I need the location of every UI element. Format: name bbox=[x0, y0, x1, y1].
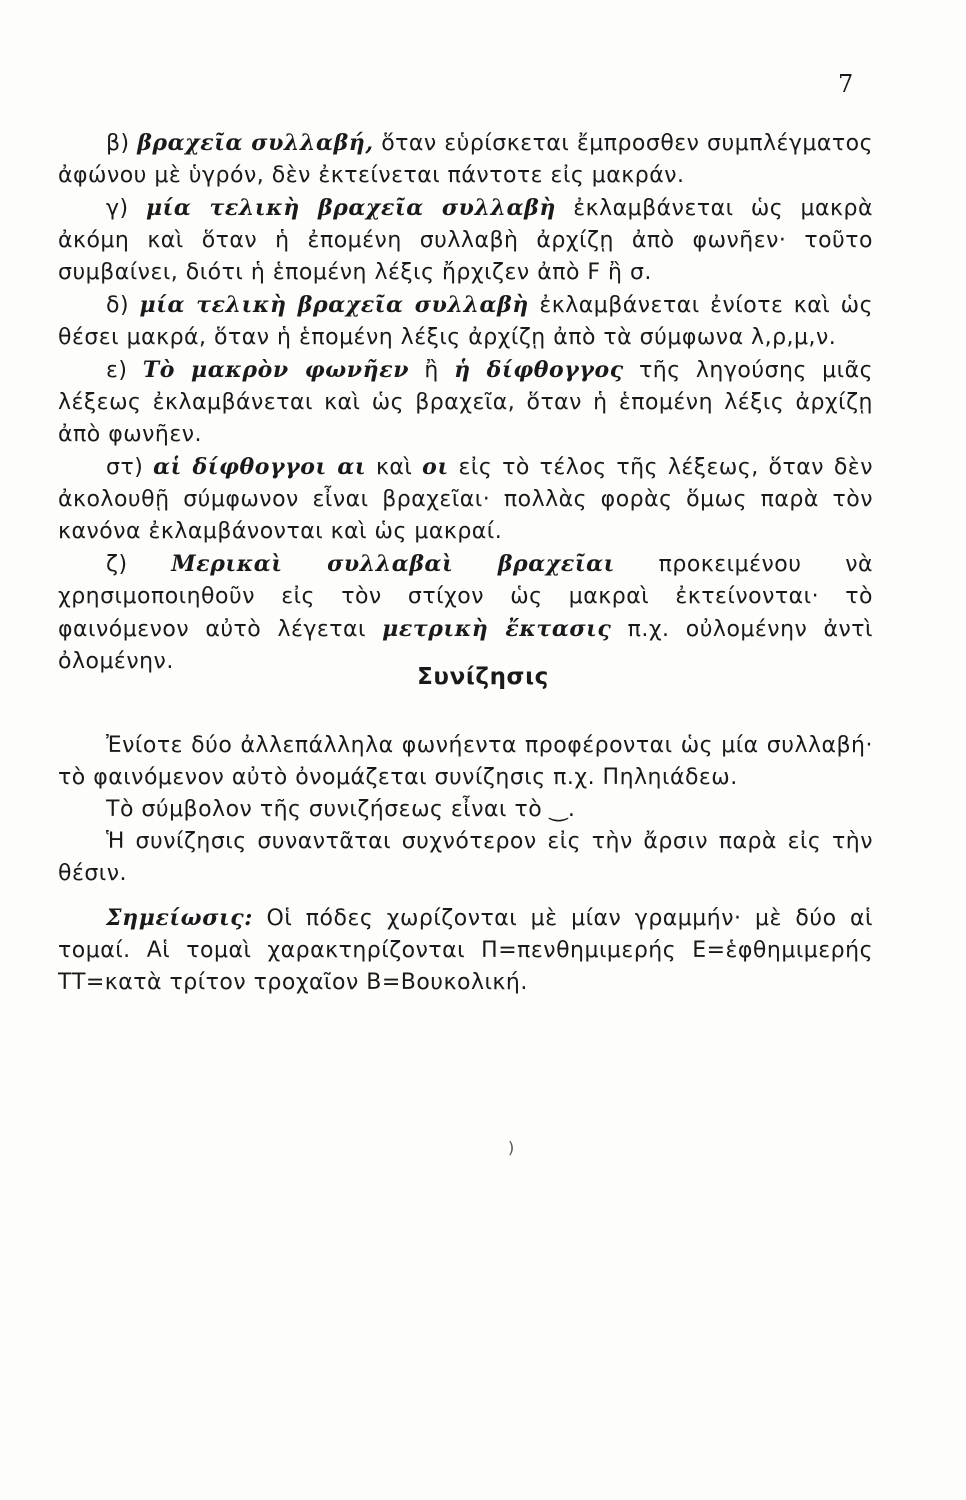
rule-zeta bbox=[58, 548, 873, 678]
rule-term: μία τελικὴ βραχεῖα συλλαβὴ bbox=[139, 292, 529, 318]
rule-gamma bbox=[58, 192, 873, 289]
rule-text: ἐκλαμβάνεται ἐνίοτε καὶ ὡς θέσει μακρά, ὅταν ἡ ἑπομένη λέξις ἀρχίζῃ ἀπὸ τὰ σύμφωνα λ,ρ,μ,ν. bbox=[58, 293, 874, 350]
rule-marker: ζ) bbox=[106, 552, 172, 577]
note-paragraph bbox=[58, 902, 873, 999]
rule-term: Τὸ μακρὸν φωνῆεν bbox=[142, 357, 410, 383]
rule-marker: στ) bbox=[106, 455, 154, 480]
section-heading: Συνίζησις bbox=[417, 664, 549, 690]
paragraph: Ἡ συνίζησις συναντᾶται συχνότερον εἰς τὴν ἄρσιν παρὰ εἰς τὴν θέσιν. bbox=[58, 829, 873, 886]
rule-beta bbox=[58, 127, 873, 192]
paragraph: Τὸ σύμβολον τῆς συνιζήσεως εἶναι τὸ ‿. bbox=[106, 797, 576, 822]
rule-marker: γ) bbox=[106, 196, 146, 221]
note-label: Σημείωσις: bbox=[106, 905, 254, 931]
rule-marker: β) bbox=[106, 131, 138, 156]
rule-text: ὅταν εὑρίσκεται ἔμπροσθεν συμπλέγματος ἀφώνου μὲ ὑγρόν, δὲν ἐκτείνεται πάντοτε εἰς μακράν. bbox=[58, 131, 873, 188]
rule-marker: ε) bbox=[106, 358, 143, 383]
rule-term: μετρικὴ ἔκτασις bbox=[382, 616, 612, 642]
rule-text: π.χ. οὐλομένην ἀντὶ ὀλομένην. bbox=[58, 617, 873, 674]
stray-mark: ) bbox=[508, 1138, 515, 1157]
rule-text: εἰς τὸ τέλος τῆς λέξεως, ὅταν δὲν ἀκολουθῇ σύμφωνον εἶναι βραχεῖαι· πολλὰς φορὰς ὅμως παρὰ τὸν κανόνα ἐκλαμβάνονται καὶ ὡς μακραί. bbox=[58, 455, 873, 544]
paragraph: Ἐνίοτε δύο ἀλλεπάλληλα φωνήεντα προφέρονται ὡς μία συλλαβή· τὸ φαινόμενον αὐτὸ ὀνομάζεται συνίζησις π.χ. Πηληιάδεω. bbox=[58, 733, 873, 790]
rule-text: καὶ bbox=[366, 455, 423, 480]
rule-marker: δ) bbox=[106, 293, 140, 318]
rule-text: προκειμένου νὰ χρησιμοποιηθοῦν εἰς τὸν στίχον ὡς μακραὶ ἐκτείνονται· τὸ φαινόμενον αὐτὸ λέγεται bbox=[58, 552, 873, 642]
rule-text: ἢ bbox=[409, 358, 455, 383]
synizesis-section bbox=[58, 730, 873, 999]
rule-term: βραχεῖα συλλαβή, bbox=[137, 130, 374, 156]
rule-text: ἐκλαμβάνεται ὡς μακρὰ ἀκόμη καὶ ὅταν ἡ ἐπομένη συλλαβὴ ἀρχίζῃ ἀπὸ φωνῆεν· τοῦτο συμβαίνει, διότι ἡ ἑπομένη λέξις ἤρχιζεν ἀπὸ F ἢ σ. bbox=[58, 196, 873, 285]
rule-stigma bbox=[58, 451, 873, 548]
note-text: Οἱ πόδες χωρίζονται μὲ μίαν γραμμήν· μὲ δύο αἱ τομαί. Αἱ τομαὶ χαρακτηρίζονται Π=πενθημιμερής Ε=ἑφθημιμερής ΤΤ=κατὰ τρίτον τροχαῖον Β=Βουκολική. bbox=[58, 906, 873, 995]
rule-delta bbox=[58, 289, 873, 354]
page-number: 7 bbox=[838, 70, 854, 98]
rule-epsilon bbox=[58, 354, 873, 451]
rules-list bbox=[58, 127, 873, 678]
rule-term: ἡ δίφθογγος bbox=[454, 357, 624, 383]
rule-term: Μερικαὶ συλλαβαὶ βραχεῖαι bbox=[171, 551, 615, 577]
rule-term: οι bbox=[422, 454, 449, 480]
rule-term: αἱ δίφθογγοι αι bbox=[153, 454, 367, 480]
rule-term: μία τελικὴ βραχεῖα συλλαβὴ bbox=[145, 195, 556, 221]
rule-text: τῆς ληγούσης μιᾶς λέξεως ἐκλαμβάνεται καὶ ὡς βραχεῖα, ὅταν ἡ ἑπομένη λέξις ἀρχίζῃ ἀπὸ φωνῆεν. bbox=[58, 358, 873, 447]
